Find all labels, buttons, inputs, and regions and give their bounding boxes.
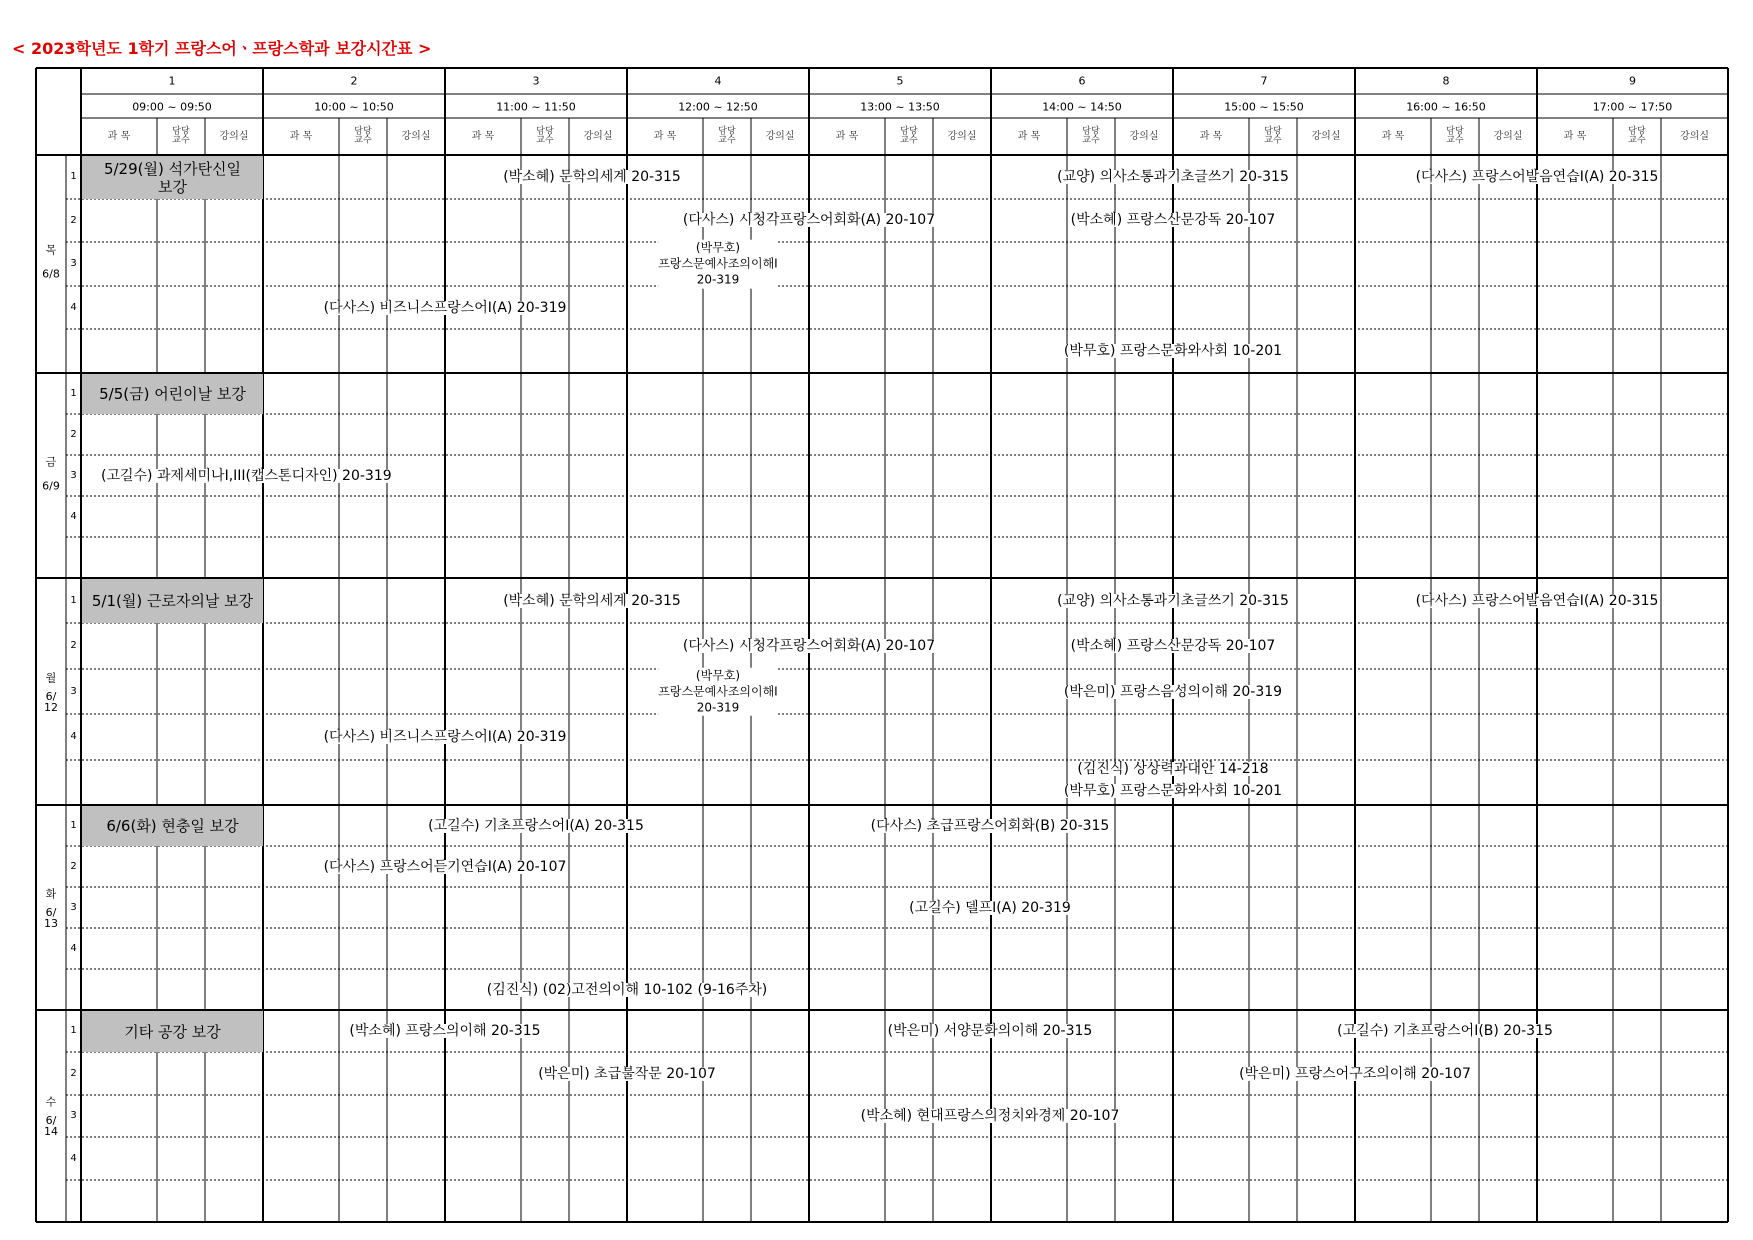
period-number: 1 <box>70 387 77 399</box>
period-number: 4 <box>70 731 77 742</box>
period-number: 3 <box>70 1110 77 1121</box>
period-number: 4 <box>70 1152 77 1164</box>
class-entry: (다사스) 프랑스어발음연습I(A) 20-315 <box>1415 592 1659 609</box>
room-header: 강의실 <box>219 130 249 142</box>
class-entry: (김진식) (02)고전의이해 10-102 (9-16주차) <box>486 981 768 998</box>
subject-header: 과 목 <box>653 130 677 142</box>
subject-header: 과 목 <box>1199 130 1223 142</box>
class-entry: (교양) 의사소통과기초글쓰기 20-315 <box>1057 168 1289 185</box>
period-number: 2 <box>70 1067 77 1079</box>
professor-header: 담당 교수 <box>172 126 190 146</box>
slot-number: 7 <box>1260 74 1268 88</box>
room-header: 강의실 <box>583 130 613 142</box>
room-header: 강의실 <box>1493 130 1523 142</box>
professor-header: 담당 교수 <box>536 126 554 146</box>
class-entry: (고길수) 기초프랑스어I(B) 20-315 <box>1337 1023 1553 1040</box>
professor-header: 담당 교수 <box>1628 126 1646 146</box>
class-entry: (다사스) 프랑스어듣기연습I(A) 20-107 <box>323 858 567 875</box>
slot-time: 09:00 ~ 09:50 <box>132 100 212 114</box>
page-title: < 2023학년도 1학기 프랑스어ㆍ프랑스학과 보강시간표 > <box>12 39 432 58</box>
day-date: 6/ 13 <box>44 905 58 930</box>
room-header: 강의실 <box>765 130 795 142</box>
class-entry: (박은미) 프랑스어구조의이해 20-107 <box>1239 1065 1471 1082</box>
class-entry: (박소혜) 문학의세계 20-315 <box>503 168 681 185</box>
slot-time: 17:00 ~ 17:50 <box>1592 100 1673 114</box>
period-number: 4 <box>70 942 77 954</box>
class-entry: (박소혜) 프랑스의이해 20-315 <box>349 1023 541 1040</box>
slot-number: 6 <box>1078 74 1086 88</box>
professor-header: 담당 교수 <box>900 126 918 146</box>
period-number: 2 <box>70 214 77 226</box>
subject-header: 과 목 <box>289 130 313 142</box>
subject-header: 과 목 <box>471 130 495 142</box>
slot-number: 8 <box>1442 74 1450 88</box>
subject-header: 과 목 <box>1017 130 1041 142</box>
class-entry: (박소혜) 현대프랑스의정치와경제 20-107 <box>860 1108 1120 1124</box>
slot-time: 11:00 ~ 11:50 <box>496 100 576 114</box>
class-entry: (다사스) 프랑스어발음연습I(A) 20-315 <box>1415 168 1659 185</box>
professor-header: 담당 교수 <box>1082 126 1100 146</box>
slot-number: 1 <box>168 74 176 88</box>
holiday-label: 6/6(화) 현충일 보강 <box>82 806 263 846</box>
period-number: 2 <box>70 428 77 440</box>
class-entry: (다사스) 비즈니스프랑스어I(A) 20-319 <box>323 728 567 745</box>
day-date: 6/9 <box>42 479 60 492</box>
room-header: 강의실 <box>947 130 977 142</box>
class-entry: (다사스) 비즈니스프랑스어I(A) 20-319 <box>323 299 567 316</box>
day-name: 화 <box>45 887 57 900</box>
room-header: 강의실 <box>1680 130 1709 142</box>
slot-number: 5 <box>896 74 904 88</box>
class-entry: (고길수) 델프I(A) 20-319 <box>909 899 1071 916</box>
slot-time: 14:00 ~ 14:50 <box>1042 100 1122 114</box>
day-name: 목 <box>45 243 57 257</box>
professor-header: 담당 교수 <box>1446 126 1464 146</box>
class-entry: (박은미) 초급불작문 20-107 <box>538 1065 716 1082</box>
period-number: 2 <box>70 860 77 872</box>
room-header: 강의실 <box>401 130 431 142</box>
period-number: 1 <box>70 594 77 606</box>
holiday-label: 5/29(월) 석가탄신일 보강 <box>82 156 263 199</box>
day-date: 6/ 14 <box>44 1114 58 1138</box>
holiday-label: 5/1(월) 근로자의날 보강 <box>82 579 263 623</box>
slot-time: 13:00 ~ 13:50 <box>860 100 940 114</box>
class-entry: (박은미) 서양문화의이해 20-315 <box>887 1023 1093 1040</box>
day-date: 6/8 <box>42 267 60 281</box>
class-entry: (박은미) 프랑스음성의이해 20-319 <box>1063 683 1283 700</box>
period-number: 3 <box>70 901 77 913</box>
period-number: 3 <box>70 685 77 697</box>
day-date: 6/ 12 <box>44 689 58 714</box>
period-number: 3 <box>70 469 77 481</box>
class-entry: (고길수) 과제세미나I,III(캡스톤디자인) 20-319 <box>101 467 392 484</box>
period-number: 3 <box>70 258 77 269</box>
slot-number: 2 <box>350 74 358 88</box>
subject-header: 과 목 <box>107 130 131 142</box>
class-entry: (교양) 의사소통과기초글쓰기 20-315 <box>1057 592 1289 609</box>
class-entry: (김진식) 상상력과대안 14-218 <box>1077 760 1269 777</box>
class-entry: (박무호) 프랑스문예사조의이해I 20-319 <box>658 668 778 715</box>
slot-number: 4 <box>714 74 722 88</box>
period-number: 1 <box>70 1025 77 1036</box>
class-entry: (다사스) 초급프랑스어회화(B) 20-315 <box>870 817 1110 834</box>
class-entry: (박무호) 프랑스문예사조의이해I 20-319 <box>658 240 778 288</box>
day-name: 월 <box>45 671 57 684</box>
class-entry: (박소혜) 프랑스산문강독 20-107 <box>1070 638 1276 655</box>
slot-time: 16:00 ~ 16:50 <box>1406 100 1486 114</box>
subject-header: 과 목 <box>835 130 859 142</box>
class-entry: (박무호) 프랑스문화와사회 10-201 <box>1063 783 1283 800</box>
class-entry: (다사스) 시청각프랑스어회화(A) 20-107 <box>682 638 936 655</box>
slot-number: 9 <box>1629 74 1636 88</box>
subject-header: 과 목 <box>1563 130 1587 142</box>
period-number: 2 <box>70 640 77 651</box>
class-entry: (고길수) 기초프랑스어I(A) 20-315 <box>428 817 644 834</box>
period-number: 4 <box>70 301 77 313</box>
period-number: 1 <box>70 819 77 831</box>
professor-header: 담당 교수 <box>1264 126 1282 146</box>
period-number: 4 <box>70 510 77 522</box>
slot-time: 15:00 ~ 15:50 <box>1224 100 1304 114</box>
holiday-label: 5/5(금) 어린이날 보강 <box>82 374 263 414</box>
day-name: 금 <box>45 455 57 468</box>
class-entry: (박소혜) 프랑스산문강독 20-107 <box>1070 212 1276 229</box>
room-header: 강의실 <box>1129 130 1159 142</box>
class-entry: (박무호) 프랑스문화와사회 10-201 <box>1063 343 1283 360</box>
day-name: 수 <box>45 1095 57 1109</box>
slot-time: 10:00 ~ 10:50 <box>314 100 394 114</box>
holiday-label: 기타 공강 보강 <box>82 1011 263 1052</box>
slot-number: 3 <box>532 74 540 88</box>
period-number: 1 <box>70 171 77 182</box>
subject-header: 과 목 <box>1381 130 1405 142</box>
professor-header: 담당 교수 <box>354 126 372 146</box>
class-entry: (다사스) 시청각프랑스어회화(A) 20-107 <box>682 212 936 229</box>
class-entry: (박소혜) 문학의세계 20-315 <box>503 592 681 609</box>
room-header: 강의실 <box>1311 130 1341 142</box>
slot-time: 12:00 ~ 12:50 <box>678 100 758 114</box>
professor-header: 담당 교수 <box>718 126 736 146</box>
